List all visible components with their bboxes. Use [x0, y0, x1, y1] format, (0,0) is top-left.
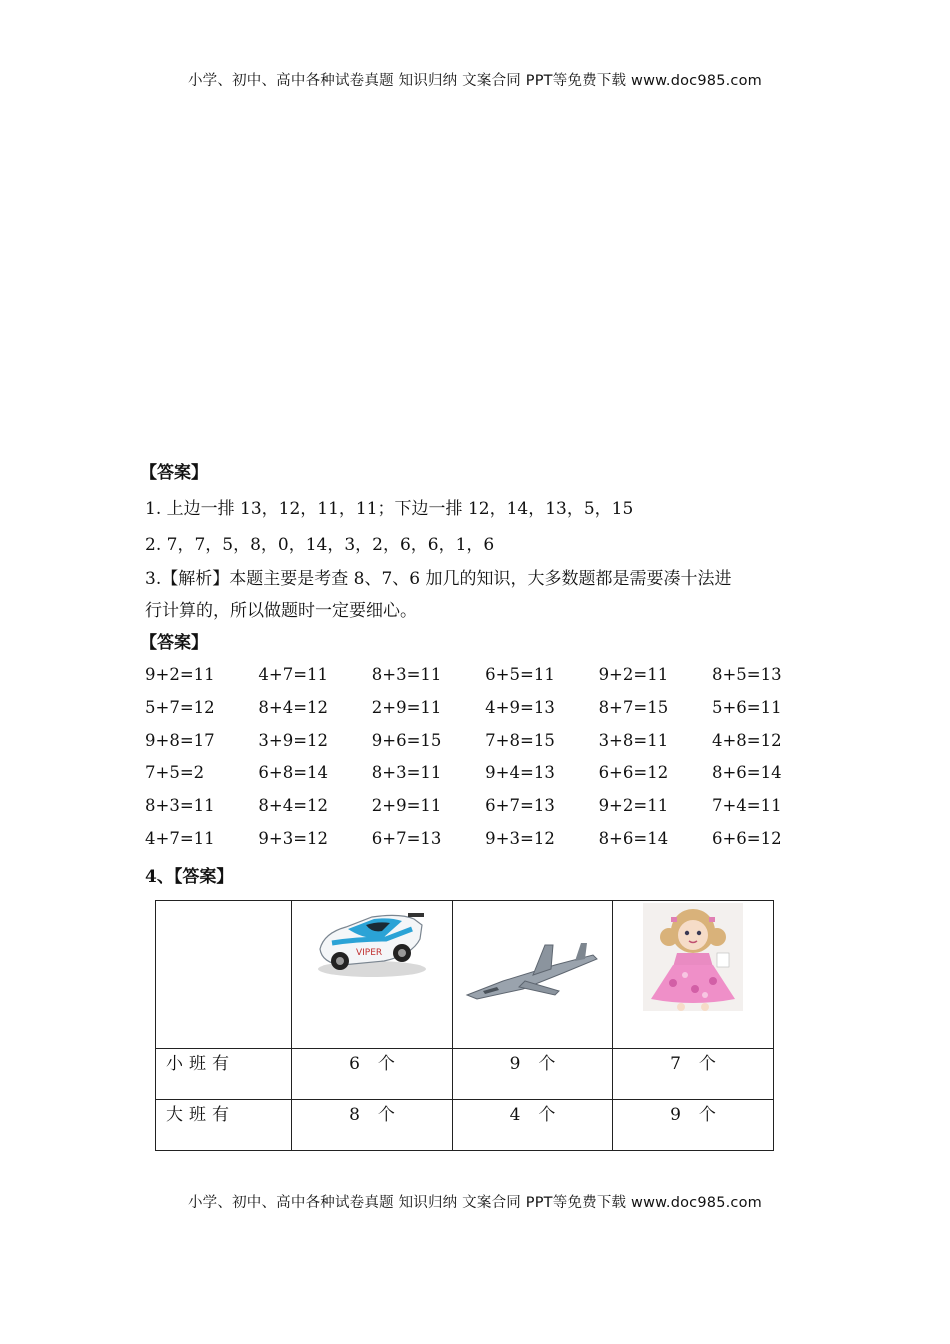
count-value: 8: [349, 1105, 360, 1125]
svg-text:VIPER: VIPER: [356, 948, 383, 958]
equation: 2+9=11: [371, 796, 442, 816]
table-image-row: [156, 901, 774, 1049]
equation: 9+3=12: [258, 828, 329, 848]
row-label-small-class: 小班有: [156, 1049, 292, 1100]
toy-doll-image: [643, 903, 743, 1011]
toy-count-table: [155, 900, 774, 1151]
equation: 9+2=11: [598, 665, 669, 684]
equation: 8+3=11: [145, 796, 215, 816]
equation: 8+4=12: [258, 796, 329, 816]
count-cell: [292, 1100, 453, 1151]
page-footer: 小学、初中、高中各种试卷真题 知识归纳 文案合同 PPT等免费下载 www.doc985.com: [187, 1195, 763, 1211]
count-value: 7: [670, 1054, 681, 1074]
equation: 6+8=14: [258, 763, 329, 783]
equation: 8+3=11: [371, 763, 442, 783]
equation: 9+2=11: [598, 796, 669, 816]
equation: 8+5=13: [711, 665, 782, 684]
equation: 7+8=15: [485, 730, 555, 750]
equation: 6+5=11: [485, 665, 555, 684]
equation: 9+3=12: [485, 828, 555, 848]
count-value: 4: [509, 1105, 521, 1125]
equation: 3+8=11: [598, 730, 669, 750]
count-cell: [453, 1100, 613, 1151]
equation: 4+7=11: [145, 828, 215, 848]
equation: 4+8=12: [711, 730, 782, 750]
answer-line-1: 1. 上边一排 13，12，11，11；下边一排 12，14，13，5，15: [145, 499, 634, 519]
equation: 9+2=11: [145, 665, 215, 684]
equation: 8+4=12: [258, 697, 329, 717]
equation: 8+3=11: [371, 665, 442, 684]
count-unit: 个: [538, 1105, 556, 1125]
equation: 4+9=13: [485, 697, 555, 717]
answer-line-2: 2. 7，7，5，8，0，14，3，2，6，6，1，6: [145, 535, 495, 555]
count-unit: 个: [698, 1054, 716, 1074]
count-cell: [292, 1049, 453, 1100]
count-cell: [613, 1100, 774, 1151]
equation: 5+6=11: [711, 697, 782, 717]
answer-heading: 【答案】: [140, 463, 208, 483]
count-cell: [613, 1049, 774, 1100]
equation: 9+8=17: [145, 730, 215, 750]
page-header: 小学、初中、高中各种试卷真题 知识归纳 文案合同 PPT等免费下载 www.doc985.com: [187, 73, 763, 89]
equation: 3+9=12: [258, 730, 329, 750]
table-row: [156, 1100, 774, 1151]
toy-plane-image: [463, 933, 603, 1013]
equation-grid: [145, 660, 825, 857]
equation: 7+4=11: [711, 796, 782, 816]
equation: 6+6=12: [598, 763, 669, 783]
count-value: 9: [509, 1054, 521, 1074]
answer-heading-2: 【答案】: [140, 633, 208, 653]
answer-line-4: 行计算的，所以做题时一定要细心。: [145, 601, 417, 621]
equation: 7+5=2: [145, 763, 205, 783]
count-unit: 个: [377, 1105, 395, 1125]
count-unit: 个: [698, 1105, 716, 1125]
equation: 6+7=13: [485, 796, 555, 816]
count-value: 6: [349, 1054, 360, 1074]
equation: 9+6=15: [371, 730, 442, 750]
equation: 2+9=11: [371, 697, 442, 717]
toy-car-image: [312, 903, 432, 983]
equation: 4+7=11: [258, 665, 329, 684]
equation: 6+6=12: [711, 828, 782, 848]
row-label-big-class: 大班有: [156, 1100, 292, 1151]
doll-image-cell: [613, 901, 774, 1049]
count-unit: 个: [538, 1054, 556, 1074]
count-cell: [453, 1049, 613, 1100]
count-value: 9: [670, 1105, 681, 1125]
plane-image-cell: [453, 901, 613, 1049]
answer-heading-4: 4、【答案】: [145, 867, 234, 887]
count-unit: 个: [377, 1054, 395, 1074]
equation: 8+6=14: [598, 828, 669, 848]
table-row: [156, 1049, 774, 1100]
equation: 5+7=12: [145, 697, 215, 717]
car-image-cell: [292, 901, 453, 1049]
equation: 8+6=14: [711, 763, 782, 783]
equation: 6+7=13: [371, 828, 442, 848]
equation: 9+4=13: [485, 763, 555, 783]
equation: 8+7=15: [598, 697, 669, 717]
answer-line-3: 3.【解析】本题主要是考查 8、7、6 加几的知识，大多数题都是需要凑十法进: [145, 569, 732, 589]
empty-header-cell: [156, 901, 292, 1049]
